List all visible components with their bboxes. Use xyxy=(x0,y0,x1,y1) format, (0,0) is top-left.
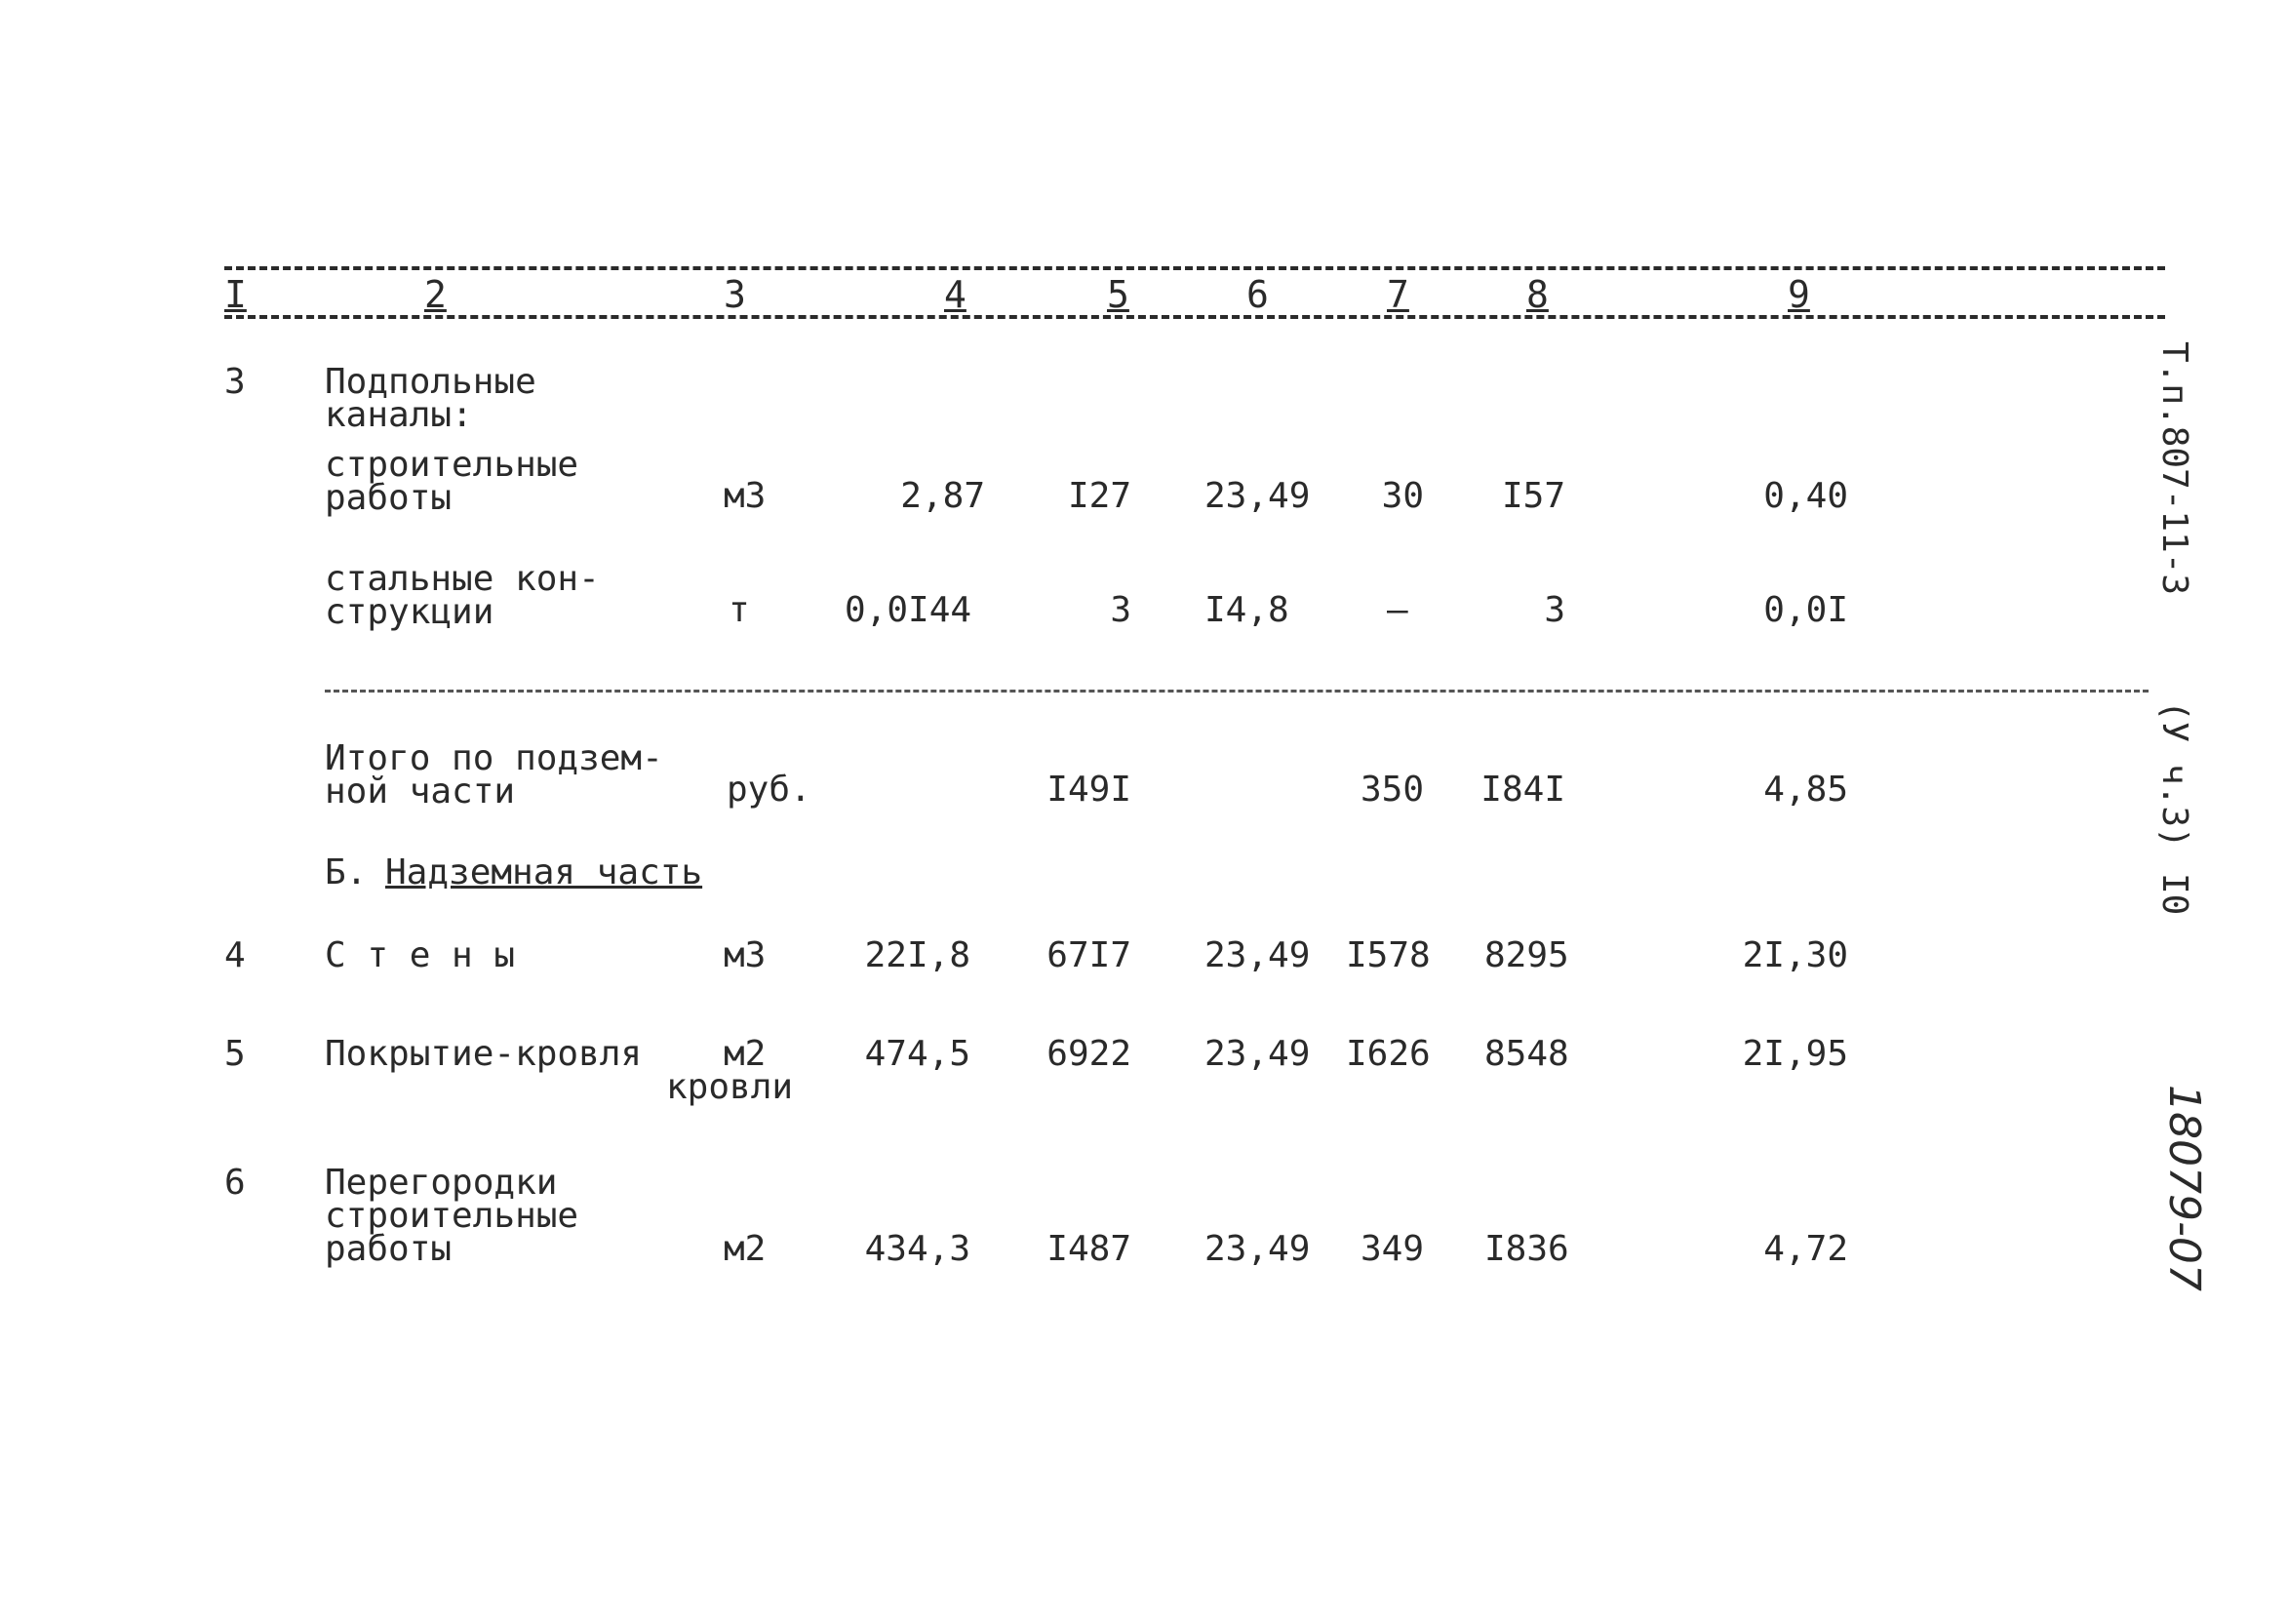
row-3a-unit: м3 xyxy=(724,476,767,516)
row-3b-col7: – xyxy=(1387,590,1408,630)
row-3a-name-line1: строительные xyxy=(325,445,579,485)
total-col7: 350 xyxy=(1360,770,1424,810)
subtotal-rule xyxy=(325,690,2149,693)
row-4-col8: 8295 xyxy=(1484,935,1569,975)
row-5-number: 5 xyxy=(224,1034,246,1074)
row-5-col5: 6922 xyxy=(1046,1034,1131,1074)
row-3b-unit: т xyxy=(729,590,750,630)
row-6-name-line2: строительные xyxy=(325,1196,579,1236)
row-3b-name-line1: стальные кон- xyxy=(325,559,600,599)
row-6-col7: 349 xyxy=(1361,1229,1425,1269)
row-3b-col9: 0,0I xyxy=(1763,590,1848,630)
row-3b-col5: 3 xyxy=(1110,590,1131,630)
col-header-3: 3 xyxy=(724,273,746,316)
total-unit: руб. xyxy=(727,770,811,810)
row-3a-col4: 2,87 xyxy=(900,476,985,516)
row-6-col6: 23,49 xyxy=(1204,1229,1311,1269)
row-5-col9: 2I,95 xyxy=(1742,1034,1848,1074)
header-top-rule xyxy=(224,266,2165,270)
row-4-number: 4 xyxy=(224,935,246,975)
row-6-col4: 434,3 xyxy=(864,1229,970,1269)
row-3-name-line1: Подпольные xyxy=(325,362,536,402)
row-6-number: 6 xyxy=(224,1163,246,1203)
col-header-2: 2 xyxy=(424,273,447,316)
row-3b-col4: 0,0I44 xyxy=(845,590,972,630)
col-header-9: 9 xyxy=(1788,273,1810,316)
total-col8: I84I xyxy=(1480,770,1565,810)
row-3-name-line2: каналы: xyxy=(325,395,473,435)
total-name-line2: ной части xyxy=(325,772,516,812)
row-5-name: Покрытие-кровля xyxy=(325,1034,643,1074)
row-4-name: С т е н ы xyxy=(325,935,516,975)
row-3a-col7: 30 xyxy=(1381,476,1424,516)
row-3a-col6: 23,49 xyxy=(1204,476,1311,516)
col-header-7: 7 xyxy=(1387,273,1409,316)
section-title: Надземная часть xyxy=(385,852,703,892)
row-4-col9: 2I,30 xyxy=(1742,935,1848,975)
margin-page-number: I0 xyxy=(2154,873,2194,916)
col-header-5: 5 xyxy=(1107,273,1129,316)
row-3b-name-line2: струкции xyxy=(325,592,494,632)
total-name-line1: Итого по подзем- xyxy=(325,738,663,778)
row-5-col6: 23,49 xyxy=(1204,1034,1311,1074)
row-5-unit-line2: кровли xyxy=(666,1067,794,1107)
row-5-col8: 8548 xyxy=(1484,1034,1569,1074)
col-header-6: 6 xyxy=(1246,273,1269,316)
row-3-number: 3 xyxy=(224,362,246,402)
section-prefix: Б. xyxy=(325,852,368,892)
row-4-col5: 67I7 xyxy=(1046,935,1131,975)
row-5-col4: 474,5 xyxy=(864,1034,970,1074)
header-bottom-rule xyxy=(224,315,2165,319)
row-5-unit-line1: м2 xyxy=(724,1034,767,1074)
row-6-name-line1: Перегородки xyxy=(325,1163,558,1203)
row-6-col5: I487 xyxy=(1046,1229,1131,1269)
col-header-1: I xyxy=(224,273,247,316)
row-5-col7: I626 xyxy=(1346,1034,1431,1074)
row-3a-col8: I57 xyxy=(1501,476,1565,516)
row-4-col4: 22I,8 xyxy=(864,935,970,975)
row-4-col7: I578 xyxy=(1346,935,1431,975)
row-6-col9: 4,72 xyxy=(1763,1229,1848,1269)
total-col5: I49I xyxy=(1046,770,1131,810)
row-4-unit: м3 xyxy=(724,935,767,975)
row-3b-col8: 3 xyxy=(1544,590,1565,630)
row-6-col8: I836 xyxy=(1484,1229,1569,1269)
row-3a-col9: 0,40 xyxy=(1763,476,1848,516)
row-6-name-line3: работы xyxy=(325,1229,453,1269)
row-3a-col5: I27 xyxy=(1067,476,1131,516)
row-6-unit: м2 xyxy=(724,1229,767,1269)
row-4-col6: 23,49 xyxy=(1204,935,1311,975)
row-3b-col6: I4,8 xyxy=(1204,590,1289,630)
total-col9: 4,85 xyxy=(1763,770,1848,810)
col-header-4: 4 xyxy=(944,273,966,316)
row-3a-name-line2: работы xyxy=(325,478,453,518)
margin-doc-part: (У ч.3) xyxy=(2154,700,2194,849)
col-header-8: 8 xyxy=(1526,273,1549,316)
margin-inventory-number: 18079-07 xyxy=(2159,1085,2209,1291)
margin-doc-code: Т.п.807-11-3 xyxy=(2154,341,2194,596)
